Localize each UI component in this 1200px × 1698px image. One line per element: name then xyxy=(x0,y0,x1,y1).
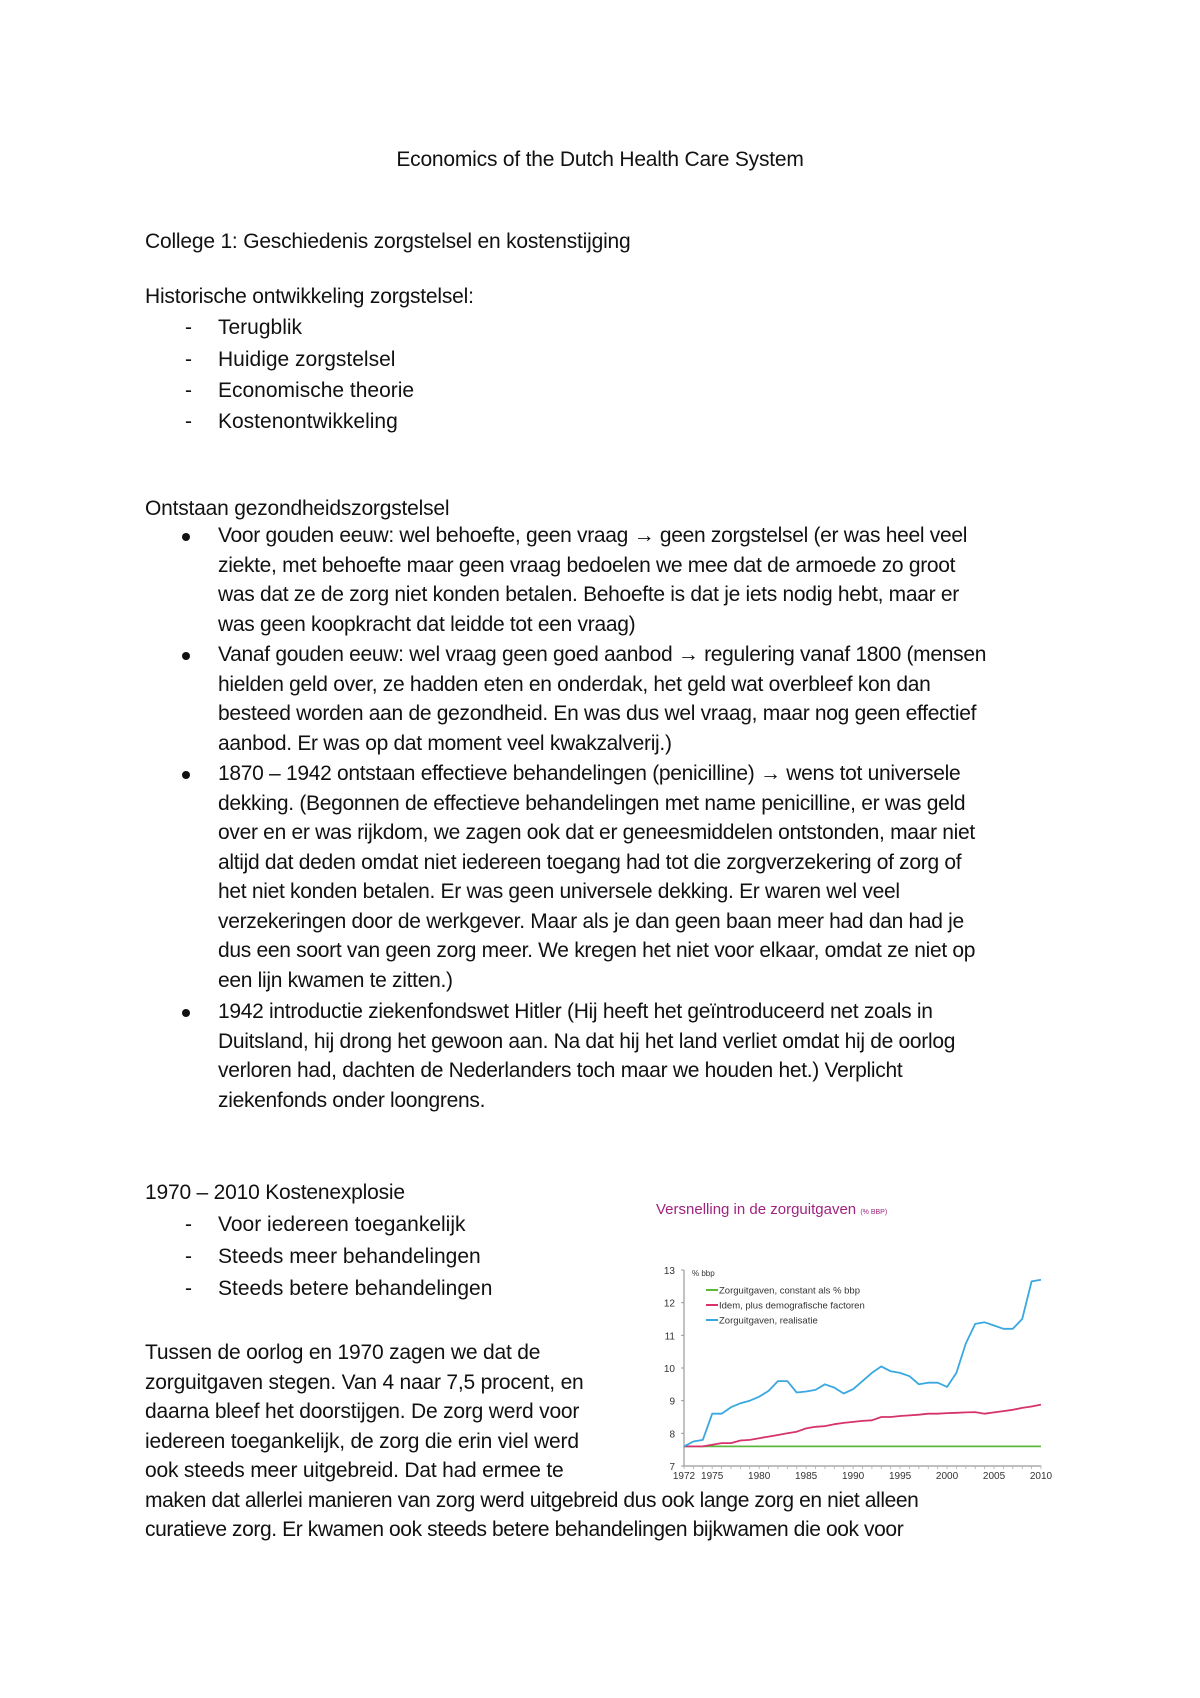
zorguitgaven-chart xyxy=(648,1190,1088,1480)
bullet-paragraph xyxy=(218,759,1088,995)
y-tick-label: 9 xyxy=(669,1396,675,1408)
text-line: verzekeringen door de werkgever. Maar als je dan geen baan meer had dan had je xyxy=(218,909,964,933)
list-item-label: Steeds meer behandelingen xyxy=(218,1245,481,1268)
text-line: maken dat allerlei manieren van zorg werd uitgebreid dus ook lange zorg en niet alleen xyxy=(145,1488,919,1512)
x-tick-label: 2005 xyxy=(982,1471,1006,1480)
text-line: Voor gouden eeuw: wel behoefte, geen vraag → geen zorgstelsel (er was heel veel xyxy=(218,524,968,547)
x-tick-label: 2010 xyxy=(1029,1471,1053,1480)
text-line: altijd dat deden omdat niet iedereen toegang had tot die zorgverzekering of zorg of xyxy=(218,850,962,874)
text-line: ziekenfonds onder loongrens. xyxy=(218,1088,486,1112)
list-item-label: Steeds betere behandelingen xyxy=(218,1277,493,1300)
text-line: besteed worden aan de gezondheid. En was dus wel vraag, maar nog geen effectief xyxy=(218,702,977,725)
y-tick-label: 7 xyxy=(669,1462,675,1473)
list-item-label: Economische theorie xyxy=(218,379,415,402)
bullet-icon xyxy=(182,771,190,779)
x-tick-label: 1975 xyxy=(701,1471,724,1480)
bullet-icon xyxy=(182,652,190,660)
y-tick-label: 13 xyxy=(663,1266,675,1277)
dash-bullet: - xyxy=(185,1245,192,1268)
x-tick-label: 1980 xyxy=(748,1471,771,1480)
text-line: 1942 introductie ziekenfondswet Hitler (Hij heeft het geïntroduceerd net zoals in xyxy=(218,1000,933,1023)
text-line: zorguitgaven stegen. Van 4 naar 7,5 procent, en xyxy=(145,1370,584,1394)
chart-title-text: Versnelling in de zorguitgaven xyxy=(656,1201,857,1218)
section-heading-ontstaan: Ontstaan gezondheidszorgstelsel xyxy=(145,497,450,520)
dash-bullet: - xyxy=(185,379,192,402)
text-line: daarna bleef het doorstijgen. De zorg werd voor xyxy=(145,1400,580,1423)
y-tick-label: 12 xyxy=(663,1298,675,1310)
text-line: curatieve zorg. Er kwamen ook steeds betere behandelingen bijkwamen die ook voor xyxy=(145,1518,904,1541)
text-line: het niet konden betalen. Er was geen universele dekking. Er waren wel veel xyxy=(218,880,900,903)
bullet-paragraph xyxy=(218,521,1088,639)
text-line: verloren had, dachten de Nederlanders toch maar we houden het.) Verplicht xyxy=(218,1059,903,1082)
legend-label: Idem, plus demografische factoren xyxy=(719,1300,865,1312)
list-item-label: Terugblik xyxy=(218,316,303,339)
section-heading-historische-ontwikkeling: Historische ontwikkeling zorgstelsel: xyxy=(145,285,474,308)
bullet-icon xyxy=(182,1009,190,1017)
legend-label: Zorguitgaven, realisatie xyxy=(719,1315,818,1327)
text-line: ziekte, met behoefte maar geen vraag bedoelen we mee dat de armoede zo groot xyxy=(218,553,956,577)
x-tick-label: 2000 xyxy=(935,1471,959,1480)
dash-bullet: - xyxy=(185,410,192,433)
text-line: was geen koopkracht dat leidde tot een vraag) xyxy=(218,612,636,636)
bullet-paragraph xyxy=(218,997,1088,1115)
y-tick-label: 10 xyxy=(663,1364,675,1375)
x-tick-label: 1995 xyxy=(888,1471,912,1480)
dash-bullet: - xyxy=(185,1277,192,1300)
text-line: aanbod. Er was op dat moment veel kwakzalverij.) xyxy=(218,731,672,755)
text-line: ook steeds meer uitgebreid. Dat had ermee te xyxy=(145,1459,564,1482)
x-tick-label: 1985 xyxy=(795,1471,818,1480)
list-item-label: Kostenontwikkeling xyxy=(218,410,398,433)
text-line: iedereen toegankelijk, de zorg die erin viel werd xyxy=(145,1429,579,1453)
text-line: over en er was rijkdom, we zagen ook dat er geneesmiddelen ontstonden, maar niet xyxy=(218,821,975,844)
legend-label: Zorguitgaven, constant als % bbp xyxy=(719,1285,861,1297)
list-item-label: Huidige zorgstelsel xyxy=(218,348,396,371)
x-tick-label: 1972 xyxy=(672,1471,696,1480)
bullet-icon xyxy=(182,533,190,541)
dash-bullet: - xyxy=(185,348,192,371)
text-line: een lijn kwamen te zitten.) xyxy=(218,968,453,992)
line-chart-plot xyxy=(648,1190,1088,1480)
text-line: Duitsland, hij drong het gewoon aan. Na dat hij het land verliet omdat hij de oorlog xyxy=(218,1029,956,1053)
x-tick-label: 1990 xyxy=(841,1471,865,1480)
document-title: Economics of the Dutch Health Care System xyxy=(396,148,804,171)
chart-subtitle: (% BBP) xyxy=(860,1209,888,1216)
lecture-heading: College 1: Geschiedenis zorgstelsel en kostenstijging xyxy=(145,230,631,253)
text-line: dus een soort van geen zorg meer. We kregen het niet voor elkaar, omdat ze niet op xyxy=(218,939,976,962)
text-line: Tussen de oorlog en 1970 zagen we dat de xyxy=(145,1341,541,1364)
section-heading-kostenexplosie: 1970 – 2010 Kostenexplosie xyxy=(145,1181,405,1204)
text-line: dekking. (Begonnen de effectieve behandelingen met name penicilline, er was geld xyxy=(218,791,966,815)
dash-bullet: - xyxy=(185,1213,192,1236)
y-tick-label: 8 xyxy=(669,1429,675,1441)
y-tick-label: 11 xyxy=(664,1331,675,1343)
text-line: was dat ze de zorg niet konden betalen. Behoefte is dat je iets nodig hebt, maar er xyxy=(218,583,959,606)
y-axis-label: % bbp xyxy=(692,1269,715,1278)
list-item-label: Voor iedereen toegankelijk xyxy=(218,1213,466,1236)
series-line xyxy=(684,1405,1041,1447)
dash-bullet: - xyxy=(185,316,192,339)
text-line: hielden geld over, ze hadden eten en onderdak, het geld wat overbleef kon dan xyxy=(218,672,931,696)
text-line: Vanaf gouden eeuw: wel vraag geen goed aanbod → regulering vanaf 1800 (mensen xyxy=(218,643,987,666)
bullet-paragraph xyxy=(218,640,1088,758)
text-line: 1870 – 1942 ontstaan effectieve behandelingen (penicilline) → wens tot universele xyxy=(218,762,961,785)
